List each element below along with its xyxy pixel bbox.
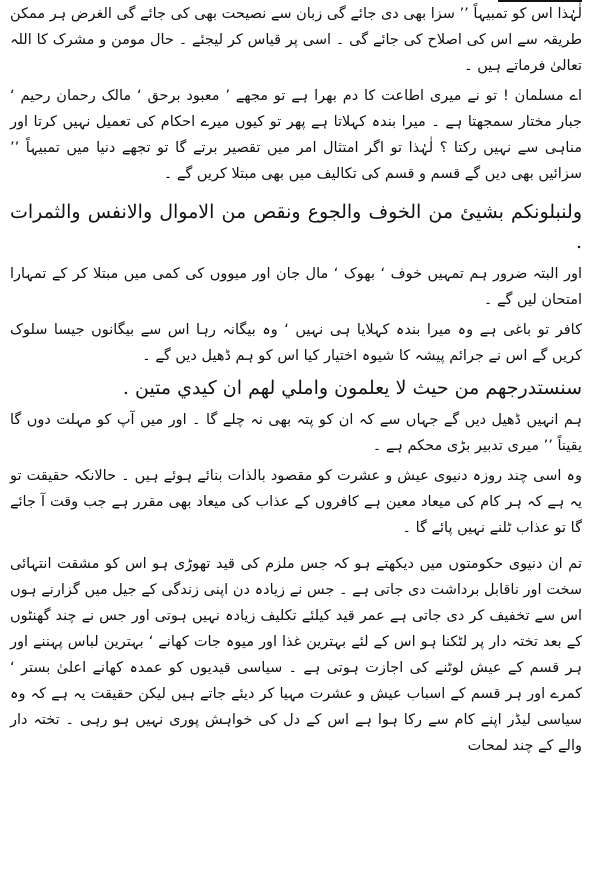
paragraph-6: وہ اسی چند روزہ دنیوی عیش و عشرت کو مقصود بالذات بنائے ہوئے ہیں ۔ حالانکہ حقیقت تو یہ ہے کہ ہر کام کی میعاد معین ہے کافروں کے عذاب کی میعاد بھی مقرر ہے جب وقت آ جائے گا تو عذاب ٹلنے نہیں پائے گا ۔ <box>10 468 582 536</box>
top-rule <box>498 0 582 2</box>
quran-verse-2: سنستدرجهم من حيث لا يعلمون واملي لهم ان كيدي متين . <box>122 377 582 399</box>
paragraph-7: تم ان دنیوی حکومتوں میں دیکھتے ہو کہ جس ملزم کی قید تھوڑی ہو اس کو مشقت انتہائی سخت اور ناقابل برداشت دی جاتی ہے ۔ جس نے زیادہ دن اپنی زندگی کے جیل میں گزارنے ہوں اس سے تخفیف کر دی جاتی ہے عمر قید کیلئے تکلیف زیادہ نہیں ہوتی اور جس نے چند گھنٹوں کے بعد تختہ دار پر لٹکنا ہو اس کے لئے بہترین غذا اور میوہ جات کھانے ‘ بہترین لباس پہننے اور ہر قسم کے عیش لوٹنے کی اجازت ہوتی ہے ۔ سیاسی قیدیوں کو عمدہ کھانے اعلیٰ بستر ‘ کمرے اور ہر قسم کے اسباب عیش و عشرت مہیا کر دیئے جاتے ہیں لیکن حقیقت یہ ہے کہ وہ سیاسی لیڈر اپنے کام سے رکا ہوا ہے اس کے دل کی خواہش پوری نہیں ہو رہی ۔ تختہ دار والے کے چند لمحات <box>10 556 582 754</box>
paragraph-3: اور البتہ ضرور ہم تمہیں خوف ‘ بھوک ‘ مال جان اور میووں کی کمی میں مبتلا کر کے تمہارا امتحان لیں گے ۔ <box>10 266 582 308</box>
paragraph-1: لٰہٰذا اس کو تمبیہاً ’’ سزا بھی دی جائے گی زبان سے نصیحت بھی کی جائے گی الغرض ہر ممکن طریقہ سے اس کی اصلاح کی جائے گی ۔ اسی پر قیاس کر لیجئے ۔ حال مومن و مشرک کا اللہ تعالیٰ فرماتے ہیں ۔ <box>10 6 582 74</box>
paragraph-4: کافر تو باغی ہے وہ میرا بندہ کہلایا ہی نہیں ‘ وہ بیگانہ رہا اس سے بیگانوں جیسا سلوک کریں گے اس نے جرائم پیشہ کا شیوہ اختیار کیا اس کو ہم ڈھیل دیں گے ۔ <box>10 322 582 364</box>
paragraph-2: اے مسلمان ! تو نے میری اطاعت کا دم بھرا ہے تو مجھے ’ معبود برحق ‘ مالک رحمان رحیم ‘ جبار مختار سمجھتا ہے ۔ میرا بندہ کہلاتا ہے پھر تو کیوں میرے احکام کی تعمیل نہیں کرتا اور مناہی سے نہیں رکتا ؟ لٰہٰذا تو اگر امتثال امر میں تقصیر برتے گا تو تجھے دنیا میں تمبیہاً ’’ سزائیں بھی دیں گے قسم و قسم کی تکالیف میں بھی مبتلا کریں گے ۔ <box>10 88 582 182</box>
quran-verse-1: ولنبلونكم بشيئ من الخوف والجوع ونقص من الاموال والانفس والثمرات . <box>10 201 582 253</box>
paragraph-5: ہم انہیں ڈھیل دیں گے جہاں سے کہ ان کو پتہ بھی نہ چلے گا ۔ اور میں آپ کو مہلت دوں گا یقیناً ’’ میری تدبیر بڑی محکم ہے ۔ <box>10 412 582 454</box>
